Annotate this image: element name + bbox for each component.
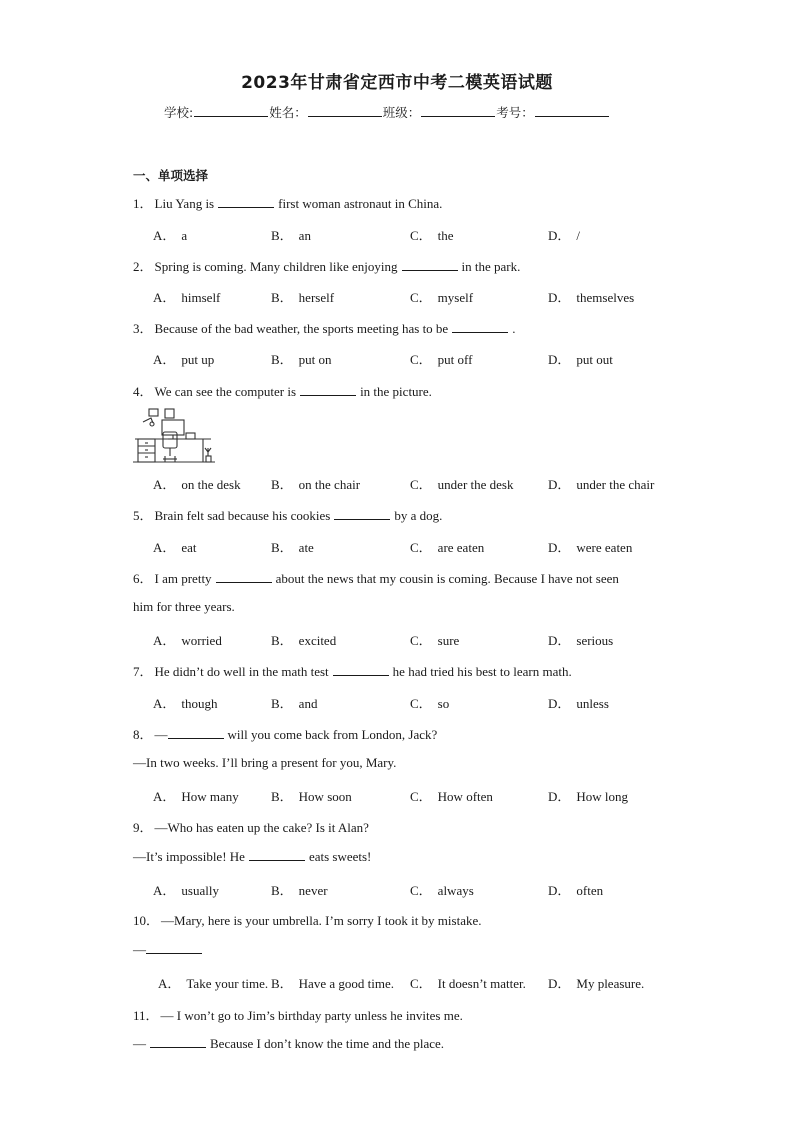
option-label: B． — [271, 633, 293, 648]
option-text: excited — [298, 633, 337, 648]
question-number: 11． — [133, 1008, 159, 1023]
name-label: 姓名： — [269, 105, 307, 120]
question-text: — — [133, 1036, 146, 1051]
answer-blank[interactable] — [333, 664, 389, 676]
option-text: How often — [437, 789, 493, 804]
option-d[interactable] — [548, 786, 628, 805]
question-text: eats sweets! — [308, 849, 372, 864]
option-text: Take your time. — [186, 976, 269, 991]
option-label: D． — [548, 696, 571, 711]
computer-monitor — [162, 420, 184, 435]
plant — [205, 448, 211, 456]
option-label: B． — [271, 976, 293, 991]
page-title: 2023年甘肃省定西市中考二模英语试题 — [241, 73, 553, 93]
option-label: A． — [158, 976, 181, 991]
option-a[interactable] — [158, 973, 268, 992]
option-label: B． — [271, 477, 293, 492]
option-text: were eaten — [576, 540, 633, 555]
option-text: himself — [181, 290, 221, 305]
option-d[interactable] — [548, 880, 603, 899]
option-d[interactable] — [548, 287, 634, 306]
question-8-continuation: —In two weeks. I’ll bring a present for you, Mary. — [133, 755, 397, 770]
question-text: he had tried his best to learn math. — [392, 664, 572, 679]
option-label: D． — [548, 789, 571, 804]
option-c[interactable] — [410, 474, 513, 493]
desk-computer-illustration — [131, 406, 215, 464]
question-6 — [133, 568, 619, 587]
question-number: 2． — [133, 259, 153, 274]
school-blank[interactable] — [194, 104, 268, 117]
option-c[interactable] — [410, 786, 493, 805]
wall-frame-left — [149, 409, 158, 416]
option-label: C． — [410, 883, 432, 898]
question-2 — [133, 256, 520, 275]
option-b[interactable] — [271, 630, 336, 649]
option-text: under the chair — [576, 477, 655, 492]
option-b[interactable] — [271, 973, 394, 992]
option-c[interactable] — [410, 225, 454, 244]
answer-blank[interactable] — [150, 1036, 206, 1048]
option-label: C． — [410, 633, 432, 648]
option-label: A． — [153, 696, 176, 711]
question-text: Because of the bad weather, the sports meeting has to be — [154, 321, 449, 336]
option-b[interactable] — [271, 880, 328, 899]
question-5 — [133, 505, 442, 524]
question-text: He didn’t do well in the math test — [154, 664, 329, 679]
option-label: C． — [410, 540, 432, 555]
answer-blank[interactable] — [168, 727, 224, 739]
answer-blank[interactable] — [402, 259, 458, 271]
question-9-continuation — [133, 849, 371, 865]
question-text: I am pretty — [154, 571, 212, 586]
option-label: B． — [271, 789, 293, 804]
option-d[interactable] — [548, 474, 654, 493]
option-text: on the chair — [298, 477, 361, 492]
answer-blank[interactable] — [249, 849, 305, 861]
option-text: worried — [181, 633, 222, 648]
school-label: 学校: — [164, 105, 194, 120]
question-8 — [133, 724, 437, 743]
option-a[interactable] — [153, 474, 241, 493]
option-b[interactable] — [271, 287, 334, 306]
exam-no-label: 考号： — [496, 105, 534, 120]
question-text: in the park. — [461, 259, 521, 274]
option-a[interactable] — [153, 786, 239, 805]
question-text: Brain felt sad because his cookies — [154, 508, 331, 523]
option-text: unless — [576, 696, 609, 711]
question-text: — — [133, 942, 146, 957]
question-text: . — [512, 321, 516, 336]
option-b[interactable] — [271, 786, 352, 805]
option-label: A． — [153, 352, 176, 367]
question-text: —Who has eaten up the cake? Is it Alan? — [154, 820, 369, 835]
question-number: 8． — [133, 727, 153, 742]
option-text: themselves — [576, 290, 635, 305]
option-label: C． — [410, 976, 432, 991]
option-d[interactable] — [548, 973, 644, 992]
option-label: C． — [410, 696, 432, 711]
question-1 — [133, 193, 442, 212]
option-d[interactable] — [548, 225, 580, 244]
question-10 — [133, 910, 482, 929]
option-label: A． — [153, 290, 176, 305]
question-text: Liu Yang is — [154, 196, 215, 211]
exam-no-blank[interactable] — [535, 104, 609, 117]
question-text: — I won’t go to Jim’s birthday party unless he invites me. — [160, 1008, 463, 1023]
option-label: B． — [271, 540, 293, 555]
option-text: always — [437, 883, 474, 898]
question-4 — [133, 381, 432, 400]
option-text: under the desk — [437, 477, 514, 492]
question-number: 7． — [133, 664, 153, 679]
wall-frame-right — [165, 409, 174, 418]
option-label: B． — [271, 352, 293, 367]
option-label: D． — [548, 976, 571, 991]
option-b[interactable] — [271, 537, 314, 556]
option-label: D． — [548, 883, 571, 898]
question-7 — [133, 661, 572, 680]
option-text: put out — [576, 352, 613, 367]
option-text: herself — [298, 290, 335, 305]
option-text: usually — [181, 883, 219, 898]
option-text: often — [576, 883, 604, 898]
option-label: A． — [153, 883, 176, 898]
question-text: in the picture. — [360, 384, 432, 399]
option-label: B． — [271, 696, 293, 711]
option-label: D． — [548, 477, 571, 492]
option-label: C． — [410, 477, 432, 492]
option-label: C． — [410, 228, 432, 243]
option-text: though — [181, 696, 218, 711]
answer-blank[interactable] — [218, 196, 274, 208]
option-text: My pleasure. — [576, 976, 645, 991]
option-text: put on — [298, 352, 332, 367]
option-label: A． — [153, 540, 176, 555]
option-c[interactable] — [410, 693, 449, 712]
option-b[interactable] — [271, 693, 317, 712]
question-11 — [133, 1005, 463, 1024]
question-text: by a dog. — [394, 508, 443, 523]
option-a[interactable] — [153, 537, 197, 556]
question-text: will you come back from London, Jack? — [227, 727, 438, 742]
option-label: A． — [153, 477, 176, 492]
option-text: are eaten — [437, 540, 485, 555]
option-text: It doesn’t matter. — [437, 976, 526, 991]
option-text: How long — [576, 789, 629, 804]
question-text: — — [154, 727, 168, 742]
question-text: Spring is coming. Many children like enjoying — [154, 259, 398, 274]
option-b[interactable] — [271, 225, 311, 244]
option-label: D． — [548, 290, 571, 305]
option-c[interactable] — [410, 880, 474, 899]
option-a[interactable] — [153, 630, 222, 649]
option-text: How soon — [298, 789, 352, 804]
question-number: 1． — [133, 196, 153, 211]
option-a[interactable] — [153, 287, 220, 306]
option-label: B． — [271, 883, 293, 898]
answer-blank[interactable] — [452, 321, 508, 333]
question-number: 10． — [133, 913, 160, 928]
option-label: C． — [410, 352, 432, 367]
option-a[interactable] — [153, 349, 214, 368]
option-text: so — [437, 696, 450, 711]
option-a[interactable] — [153, 693, 218, 712]
keyboard — [186, 433, 195, 439]
class-label: 班级： — [382, 105, 421, 120]
question-10-continuation — [133, 942, 206, 958]
option-c[interactable] — [410, 349, 472, 368]
question-text: —Mary, here is your umbrella. I’m sorry I took it by mistake. — [161, 913, 482, 928]
question-number: 3． — [133, 321, 153, 336]
option-c[interactable] — [410, 537, 484, 556]
option-text: put up — [181, 352, 215, 367]
question-9 — [133, 817, 369, 836]
option-text: myself — [437, 290, 474, 305]
option-text: sure — [437, 633, 460, 648]
option-c[interactable] — [410, 973, 526, 992]
question-number: 6． — [133, 571, 153, 586]
question-number: 5． — [133, 508, 153, 523]
question-text: first woman astronaut in China. — [278, 196, 443, 211]
option-d[interactable] — [548, 537, 632, 556]
question-number: 9． — [133, 820, 153, 835]
option-text: Have a good time. — [298, 976, 394, 991]
answer-blank[interactable] — [300, 384, 356, 396]
option-text: serious — [576, 633, 614, 648]
name-blank[interactable] — [308, 104, 382, 117]
option-label: C． — [410, 290, 432, 305]
option-c[interactable] — [410, 287, 473, 306]
option-text: put off — [437, 352, 473, 367]
option-text: / — [576, 228, 581, 243]
question-text: about the news that my cousin is coming. Because I have not seen — [275, 571, 619, 586]
option-label: D． — [548, 228, 571, 243]
answer-blank[interactable] — [146, 942, 202, 954]
question-3 — [133, 318, 515, 337]
office-chair — [163, 432, 177, 448]
question-text: We can see the computer is — [154, 384, 297, 399]
option-label: C． — [410, 789, 432, 804]
student-info-line — [164, 103, 610, 121]
question-text: Because I don’t know the time and the place. — [210, 1036, 445, 1051]
option-d[interactable] — [548, 630, 613, 649]
option-text: the — [437, 228, 454, 243]
question-number: 4． — [133, 384, 153, 399]
answer-blank[interactable] — [334, 508, 390, 520]
question-11-continuation — [133, 1036, 444, 1052]
option-d[interactable] — [548, 693, 609, 712]
option-text: never — [298, 883, 328, 898]
option-a[interactable] — [153, 880, 219, 899]
option-label: A． — [153, 228, 176, 243]
option-label: B． — [271, 290, 293, 305]
answer-blank[interactable] — [216, 571, 272, 583]
option-b[interactable] — [271, 474, 360, 493]
option-text: on the desk — [181, 477, 241, 492]
option-label: D． — [548, 540, 571, 555]
option-c[interactable] — [410, 630, 459, 649]
option-text: a — [181, 228, 188, 243]
question-6-continuation: him for three years. — [133, 599, 235, 614]
option-label: D． — [548, 352, 571, 367]
option-label: D． — [548, 633, 571, 648]
option-text: ate — [298, 540, 314, 555]
option-d[interactable] — [548, 349, 613, 368]
class-blank[interactable] — [421, 104, 495, 117]
option-text: an — [298, 228, 311, 243]
option-a[interactable] — [153, 225, 187, 244]
option-text: and — [298, 696, 318, 711]
option-label: A． — [153, 633, 176, 648]
option-text: How many — [181, 789, 239, 804]
section-title: 一、单项选择 — [133, 168, 209, 183]
option-text: eat — [181, 540, 197, 555]
option-label: A． — [153, 789, 176, 804]
question-text: —It’s impossible! He — [133, 849, 245, 864]
option-label: B． — [271, 228, 293, 243]
option-b[interactable] — [271, 349, 332, 368]
